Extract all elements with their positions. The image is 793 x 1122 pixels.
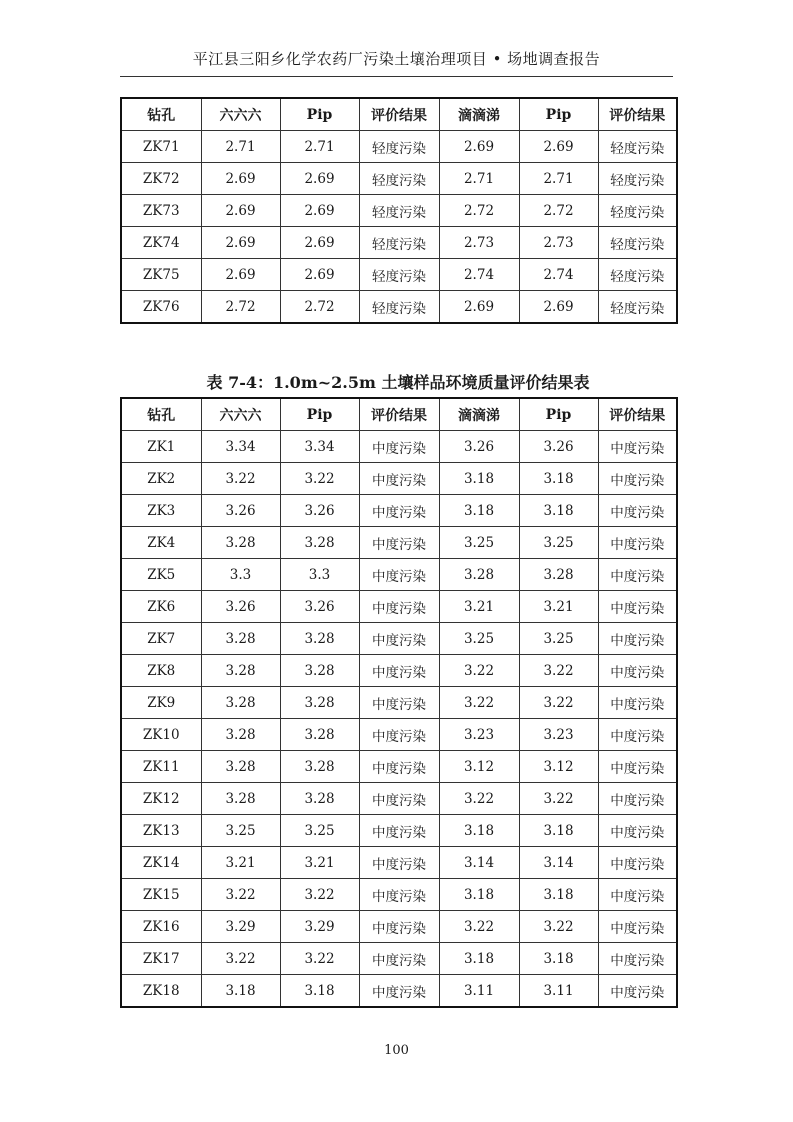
table-cell: 轻度污染 <box>359 163 439 195</box>
column-header: Pip <box>280 98 359 131</box>
table-row <box>121 131 677 163</box>
column-header: Pip <box>519 398 598 431</box>
table-cell: 中度污染 <box>598 975 677 1008</box>
table-cell: 轻度污染 <box>359 131 439 163</box>
table-cell: 3.14 <box>519 847 598 879</box>
column-header: 评价结果 <box>359 98 439 131</box>
table-cell: ZK5 <box>121 559 201 591</box>
table-cell: 3.22 <box>519 687 598 719</box>
table-cell: ZK12 <box>121 783 201 815</box>
table-cell: 中度污染 <box>359 943 439 975</box>
table-cell: ZK76 <box>121 291 201 324</box>
table-row <box>121 655 677 687</box>
table-cell: ZK10 <box>121 719 201 751</box>
table-cell: 中度污染 <box>359 751 439 783</box>
table-cell: 中度污染 <box>598 463 677 495</box>
table-cell: 3.22 <box>201 943 280 975</box>
table-row <box>121 227 677 259</box>
table-cell: 中度污染 <box>359 911 439 943</box>
table-cell: ZK9 <box>121 687 201 719</box>
table-cell: ZK13 <box>121 815 201 847</box>
table-cell: ZK73 <box>121 195 201 227</box>
table-cell: 中度污染 <box>359 687 439 719</box>
table-cell: 3.22 <box>519 655 598 687</box>
table-cell: 中度污染 <box>598 687 677 719</box>
table-cell: 2.72 <box>201 291 280 324</box>
table-cell: ZK4 <box>121 527 201 559</box>
table-cell: 3.28 <box>201 623 280 655</box>
table-cell: 3.18 <box>439 943 519 975</box>
table-row <box>121 259 677 291</box>
table-cell: 3.18 <box>439 495 519 527</box>
table-cell: 中度污染 <box>598 719 677 751</box>
table-cell: 3.21 <box>439 591 519 623</box>
table-row <box>121 163 677 195</box>
column-header: 滴滴涕 <box>439 98 519 131</box>
table-row <box>121 591 677 623</box>
header-rule <box>120 76 673 77</box>
table-cell: 3.22 <box>280 879 359 911</box>
table-cell: ZK11 <box>121 751 201 783</box>
table-row <box>121 783 677 815</box>
table-cell: 3.18 <box>439 463 519 495</box>
table-cell: 3.28 <box>201 719 280 751</box>
table-cell: 3.18 <box>519 495 598 527</box>
column-header: 六六六 <box>201 98 280 131</box>
table-cell: ZK71 <box>121 131 201 163</box>
table-cell: 3.12 <box>439 751 519 783</box>
table-cell: 中度污染 <box>359 879 439 911</box>
table-cell: 3.25 <box>439 623 519 655</box>
table-cell: 中度污染 <box>359 431 439 463</box>
table-cell: 2.74 <box>519 259 598 291</box>
column-header: 钻孔 <box>121 398 201 431</box>
table-cell: 中度污染 <box>359 559 439 591</box>
table-cell: 中度污染 <box>598 527 677 559</box>
table-cell: 轻度污染 <box>598 259 677 291</box>
table-cell: 3.18 <box>519 463 598 495</box>
table-cell: 3.22 <box>439 687 519 719</box>
table-cell: 3.29 <box>280 911 359 943</box>
table-cell: 3.25 <box>519 623 598 655</box>
table-cell: 2.74 <box>439 259 519 291</box>
table-cell: 中度污染 <box>598 879 677 911</box>
table-cell: 中度污染 <box>359 719 439 751</box>
table-cell: 2.69 <box>280 227 359 259</box>
table-cell: 3.11 <box>439 975 519 1008</box>
table-cell: 2.69 <box>201 259 280 291</box>
table-cell: 2.69 <box>439 131 519 163</box>
table-cell: 3.12 <box>519 751 598 783</box>
table-cell: 2.72 <box>519 195 598 227</box>
table-cell: 中度污染 <box>359 591 439 623</box>
table-cell: 3.22 <box>519 911 598 943</box>
table-cell: 3.18 <box>439 879 519 911</box>
table-cell: 3.28 <box>201 783 280 815</box>
table-cell: 3.18 <box>519 943 598 975</box>
table-cell: 中度污染 <box>359 975 439 1008</box>
table-header-row <box>121 98 677 131</box>
table-cell: 3.22 <box>519 783 598 815</box>
table-cell: 轻度污染 <box>598 195 677 227</box>
table-cell: 3.14 <box>439 847 519 879</box>
table-cell: 3.28 <box>280 655 359 687</box>
table-cell: 3.25 <box>439 527 519 559</box>
table-cell: 2.72 <box>280 291 359 324</box>
table-cell: 2.69 <box>201 163 280 195</box>
table-cell: 3.22 <box>201 463 280 495</box>
evaluation-table-continued <box>120 97 678 324</box>
table-cell: 中度污染 <box>598 655 677 687</box>
table-cell: 2.69 <box>280 163 359 195</box>
table-cell: 2.69 <box>280 259 359 291</box>
table-cell: 中度污染 <box>359 463 439 495</box>
table-cell: 3.28 <box>280 751 359 783</box>
table-cell: 中度污染 <box>598 495 677 527</box>
table-cell: 3.22 <box>201 879 280 911</box>
table-cell: 3.29 <box>201 911 280 943</box>
table-cell: 3.26 <box>280 591 359 623</box>
table-cell: ZK7 <box>121 623 201 655</box>
table-row <box>121 431 677 463</box>
table-row <box>121 975 677 1008</box>
table-cell: 2.69 <box>519 291 598 324</box>
column-header: 评价结果 <box>598 98 677 131</box>
table-row <box>121 911 677 943</box>
table-cell: 3.18 <box>519 879 598 911</box>
table-cell: 3.28 <box>201 687 280 719</box>
table-cell: 2.69 <box>439 291 519 324</box>
table-row <box>121 943 677 975</box>
table-cell: ZK14 <box>121 847 201 879</box>
table-row <box>121 527 677 559</box>
table-cell: 2.71 <box>439 163 519 195</box>
table-row <box>121 623 677 655</box>
column-header: 钻孔 <box>121 98 201 131</box>
column-header: 六六六 <box>201 398 280 431</box>
table-cell: 3.22 <box>439 655 519 687</box>
table-cell: 中度污染 <box>359 655 439 687</box>
table-cell: ZK2 <box>121 463 201 495</box>
table-cell: 中度污染 <box>598 623 677 655</box>
table-cell: 3.28 <box>201 655 280 687</box>
table-cell: 3.18 <box>280 975 359 1008</box>
table-cell: 中度污染 <box>598 815 677 847</box>
table-cell: 中度污染 <box>598 943 677 975</box>
table-cell: 3.28 <box>280 623 359 655</box>
table-cell: 3.22 <box>280 943 359 975</box>
evaluation-table-1m-2-5m <box>120 397 678 1008</box>
table-row <box>121 291 677 324</box>
table-cell: 中度污染 <box>598 591 677 623</box>
table-cell: 2.69 <box>201 227 280 259</box>
table-cell: 3.26 <box>439 431 519 463</box>
table-cell: 中度污染 <box>359 527 439 559</box>
table-cell: 中度污染 <box>359 847 439 879</box>
table-cell: 中度污染 <box>598 751 677 783</box>
table-cell: 3.25 <box>519 527 598 559</box>
table-caption: 表 7-4：1.0m~2.5m 土壤样品环境质量评价结果表 <box>206 373 590 392</box>
table-cell: 2.69 <box>201 195 280 227</box>
table-cell: 中度污染 <box>359 783 439 815</box>
table-cell: 3.25 <box>201 815 280 847</box>
table-row <box>121 559 677 591</box>
table-cell: 3.26 <box>519 431 598 463</box>
table-cell: 3.21 <box>280 847 359 879</box>
table-cell: 3.23 <box>439 719 519 751</box>
table-cell: 3.18 <box>519 815 598 847</box>
table-cell: 3.22 <box>439 783 519 815</box>
table-cell: 2.72 <box>439 195 519 227</box>
table-cell: 3.34 <box>280 431 359 463</box>
table-cell: 3.18 <box>439 815 519 847</box>
column-header: Pip <box>280 398 359 431</box>
table-cell: 2.71 <box>519 163 598 195</box>
table-cell: 3.28 <box>519 559 598 591</box>
table-cell: 3.28 <box>280 783 359 815</box>
table-cell: 3.28 <box>201 527 280 559</box>
table-cell: 3.28 <box>201 751 280 783</box>
table-row <box>121 495 677 527</box>
table-cell: 3.28 <box>280 687 359 719</box>
table-cell: ZK72 <box>121 163 201 195</box>
table-cell: 中度污染 <box>359 495 439 527</box>
table-cell: 3.11 <box>519 975 598 1008</box>
table-cell: 3.25 <box>280 815 359 847</box>
table-cell: 轻度污染 <box>359 259 439 291</box>
table-cell: 轻度污染 <box>359 227 439 259</box>
table-cell: 轻度污染 <box>359 291 439 324</box>
table-cell: 3.21 <box>519 591 598 623</box>
table-header-row <box>121 398 677 431</box>
table-row <box>121 463 677 495</box>
table-row <box>121 879 677 911</box>
table-cell: 中度污染 <box>598 847 677 879</box>
table-cell: 中度污染 <box>598 559 677 591</box>
table-cell: 3.3 <box>280 559 359 591</box>
table-cell: 3.18 <box>201 975 280 1008</box>
table-cell: 2.71 <box>280 131 359 163</box>
table-cell: 3.28 <box>280 719 359 751</box>
table-cell: 2.69 <box>519 131 598 163</box>
table-cell: 3.26 <box>201 495 280 527</box>
table-cell: ZK75 <box>121 259 201 291</box>
table-row <box>121 687 677 719</box>
column-header: Pip <box>519 98 598 131</box>
table-cell: 3.22 <box>280 463 359 495</box>
table-cell: ZK16 <box>121 911 201 943</box>
table-cell: ZK6 <box>121 591 201 623</box>
table-row <box>121 751 677 783</box>
table-cell: 3.26 <box>201 591 280 623</box>
running-header: 平江县三阳乡化学农药厂污染土壤治理项目 • 场地调查报告 <box>192 50 601 68</box>
table-cell: 3.23 <box>519 719 598 751</box>
table-cell: 轻度污染 <box>359 195 439 227</box>
table-cell: ZK1 <box>121 431 201 463</box>
table-cell: 2.73 <box>519 227 598 259</box>
table-cell: 轻度污染 <box>598 131 677 163</box>
table-row <box>121 195 677 227</box>
table-row <box>121 719 677 751</box>
table-cell: 3.28 <box>280 527 359 559</box>
table-cell: 轻度污染 <box>598 163 677 195</box>
table-cell: 轻度污染 <box>598 291 677 324</box>
column-header: 滴滴涕 <box>439 398 519 431</box>
table-cell: ZK8 <box>121 655 201 687</box>
table-cell: 3.3 <box>201 559 280 591</box>
table-cell: ZK3 <box>121 495 201 527</box>
table-row <box>121 815 677 847</box>
table-cell: 轻度污染 <box>598 227 677 259</box>
table-cell: 中度污染 <box>359 815 439 847</box>
column-header: 评价结果 <box>598 398 677 431</box>
table-cell: 2.71 <box>201 131 280 163</box>
table-cell: 中度污染 <box>598 911 677 943</box>
table-cell: 3.22 <box>439 911 519 943</box>
table-cell: 3.21 <box>201 847 280 879</box>
table-cell: ZK15 <box>121 879 201 911</box>
table-cell: 中度污染 <box>598 431 677 463</box>
table-cell: 2.69 <box>280 195 359 227</box>
page-number: 100 <box>384 1043 409 1058</box>
table-cell: 中度污染 <box>598 783 677 815</box>
table-cell: 中度污染 <box>359 623 439 655</box>
table-cell: 3.26 <box>280 495 359 527</box>
table-cell: 3.28 <box>439 559 519 591</box>
table-cell: ZK18 <box>121 975 201 1008</box>
column-header: 评价结果 <box>359 398 439 431</box>
table-row <box>121 847 677 879</box>
table-cell: ZK74 <box>121 227 201 259</box>
table-cell: 2.73 <box>439 227 519 259</box>
table-cell: ZK17 <box>121 943 201 975</box>
table-cell: 3.34 <box>201 431 280 463</box>
